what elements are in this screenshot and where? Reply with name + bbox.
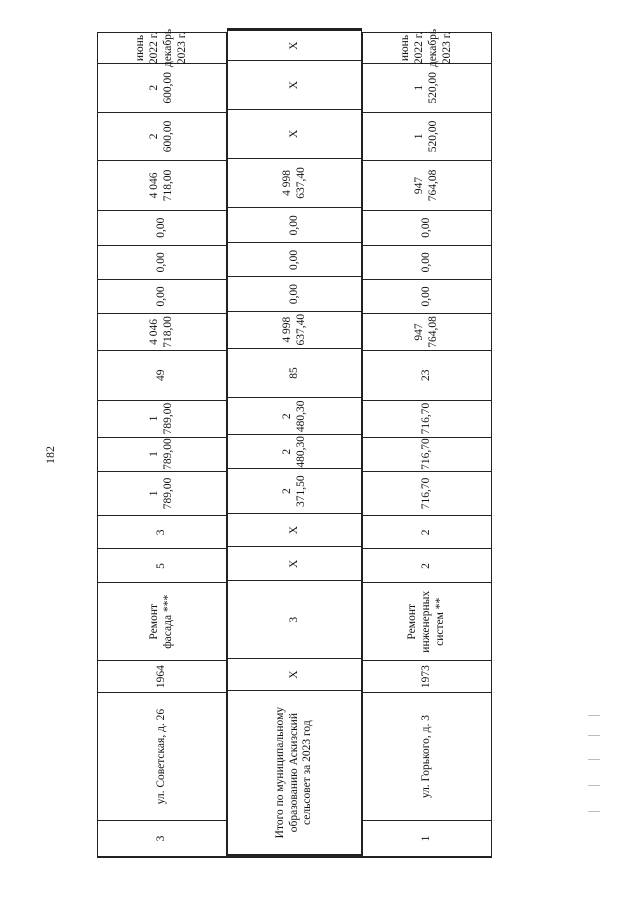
page-number: 182 — [43, 446, 57, 464]
table-cell: 2 600,00 — [97, 113, 227, 162]
table-cell: 23 — [362, 351, 492, 401]
table-cell: 2 — [362, 516, 492, 549]
table-cell: X — [227, 547, 362, 581]
data-table-region — [97, 28, 492, 858]
table-row — [97, 28, 227, 858]
table-cell: 1 520,00 — [362, 113, 492, 162]
table-cell: Ремонт фасада *** — [97, 584, 227, 662]
table-cell: июнь 2022 г. декабрь 2023 г. — [362, 32, 492, 64]
table-cell: Итого по муниципальному образованию Аскизский сельсовет за 2023 год — [227, 691, 362, 856]
table-cell: X — [227, 30, 362, 61]
table-cell: 0,00 — [97, 211, 227, 246]
table-cell: 2 480,30 — [227, 435, 362, 469]
table-cell: Ремонт инженерных систем ** — [362, 584, 492, 662]
table-row — [227, 28, 362, 858]
table-cell: 716,70 — [362, 472, 492, 517]
table-cell: ул. Горького, д. 3 — [362, 693, 492, 821]
table-cell: 1 789,00 — [97, 472, 227, 517]
table-cell: 2 371,50 — [227, 469, 362, 514]
table-cell: 0,00 — [97, 246, 227, 280]
table-cell: 3 — [97, 516, 227, 549]
table-cell: июнь 2022 г. декабрь 2023 г. — [97, 32, 227, 64]
table-cell: 1973 — [362, 661, 492, 693]
table-cell: 2 — [362, 549, 492, 583]
table-cell: 1 520,00 — [362, 64, 492, 113]
table-cell: 4 046 718,00 — [97, 314, 227, 351]
table-cell: 0,00 — [362, 280, 492, 314]
table-cell: 947 764,08 — [362, 161, 492, 211]
table-cell: X — [227, 514, 362, 547]
table-cell: 0,00 — [362, 246, 492, 280]
table-cell: 1964 — [97, 661, 227, 693]
table-cell: X — [227, 659, 362, 691]
table-cell: 49 — [97, 351, 227, 401]
table-cell: 1 789,00 — [97, 438, 227, 472]
works-table — [97, 28, 492, 858]
table-cell: 4 998 637,40 — [227, 159, 362, 209]
table-cell: 947 764,08 — [362, 314, 492, 351]
table-cell: 4 998 637,40 — [227, 312, 362, 349]
table-cell: 85 — [227, 349, 362, 399]
table-cell: 716,70 — [362, 438, 492, 472]
table-cell: 2 600,00 — [97, 64, 227, 113]
table-cell: 3 — [97, 821, 227, 858]
table-cell: 5 — [97, 549, 227, 583]
table-cell: 0,00 — [227, 277, 362, 311]
table-cell: 0,00 — [97, 280, 227, 314]
scan-marks — [588, 715, 602, 825]
table-cell: ул. Советская, д. 26 — [97, 693, 227, 821]
table-cell: 3 — [227, 581, 362, 659]
table-cell: 1 — [362, 821, 492, 858]
table-cell: 716,70 — [362, 401, 492, 438]
table-cell: X — [227, 110, 362, 159]
table-row — [362, 28, 492, 858]
table-cell: 0,00 — [227, 208, 362, 243]
table-cell: 1 789,00 — [97, 401, 227, 438]
table-cell: 0,00 — [227, 243, 362, 277]
table-cell: 2 480,30 — [227, 398, 362, 435]
table-cell: X — [227, 61, 362, 110]
table-cell: 4 046 718,00 — [97, 161, 227, 211]
table-cell: 0,00 — [362, 211, 492, 246]
